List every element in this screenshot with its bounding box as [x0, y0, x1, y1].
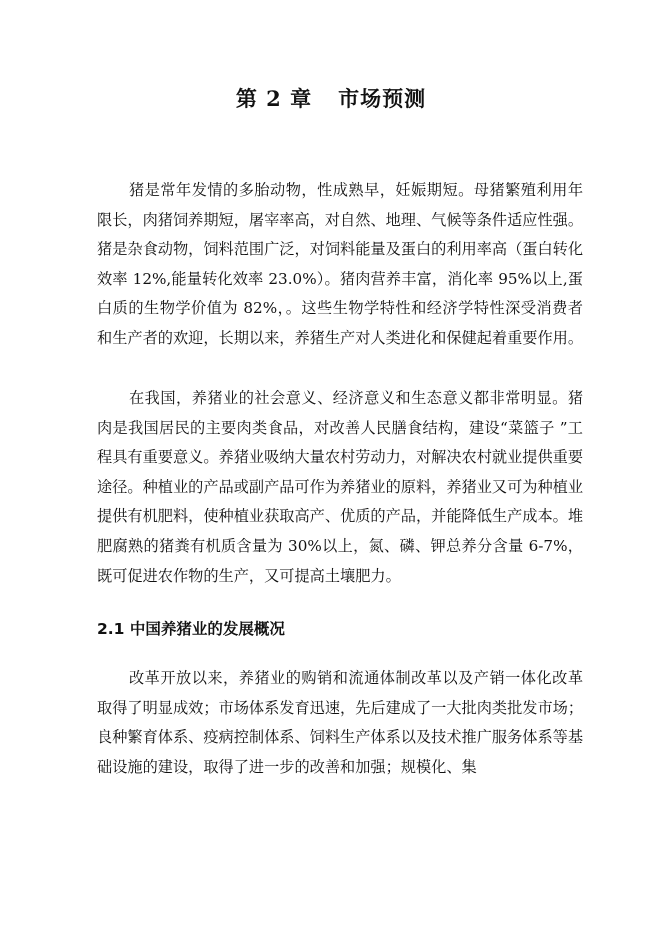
paragraph-reform-development: 改革开放以来，养猪业的购销和流通体制改革以及产销一体化改革取得了明显成效；市场体系发育迅速，先后建成了一大批肉类批发市场；良种繁育体系、疫病控制体系、饲料生产体系以及技术推广服务体系等基础设施的建设，取得了进一步的改善和加强；规模化、集 — [97, 669, 583, 776]
chapter-title — [0, 84, 662, 114]
paragraph-pig-biology: 猪是常年发情的多胎动物，性成熟早，妊娠期短。母猪繁殖利用年限长，肉猪饲养期短，屠宰率高，对自然、地理、气候等条件适应性强。猪是杂食动物，饲料范围广泛，对饲料能量及蛋白的利用率高（蛋白转化效率 12%,能量转化效率 23.0%）。猪肉营养丰富，消化率 95%以上,蛋白质的生物学价值为 82%，。这些生物学特性和经济学特性深受消费者和生产者的欢迎，长期以来，养猪生产对人类进化和保健起着重要作用。 — [97, 181, 583, 347]
paragraph-pig-industry-significance: 在我国，养猪业的社会意义、经济意义和生态意义都非常明显。猪肉是我国居民的主要肉类食品，对改善人民膳食结构，建设“菜篮子 ”工程具有重要意义。养猪业吸纳大量农村劳动力，对解决农村就业提供重要途径。种植业的产品或副产品可作为养猪业的原料，养猪业又可为种植业提供有机肥料，使种植业获取高产、优质的产品，并能降低生产成本。堆肥腐熟的猪粪有机质含量为 30%以上，氮、磷、钾总养分含量 6-7%，既可促进农作物的生产，又可提高土壤肥力。 — [97, 389, 583, 585]
section-heading: 2.1 中国养猪业的发展概况 — [97, 620, 285, 638]
chapter-title-text: 市场预测 — [338, 86, 427, 111]
chapter-number: 第 2 章 — [235, 86, 313, 111]
